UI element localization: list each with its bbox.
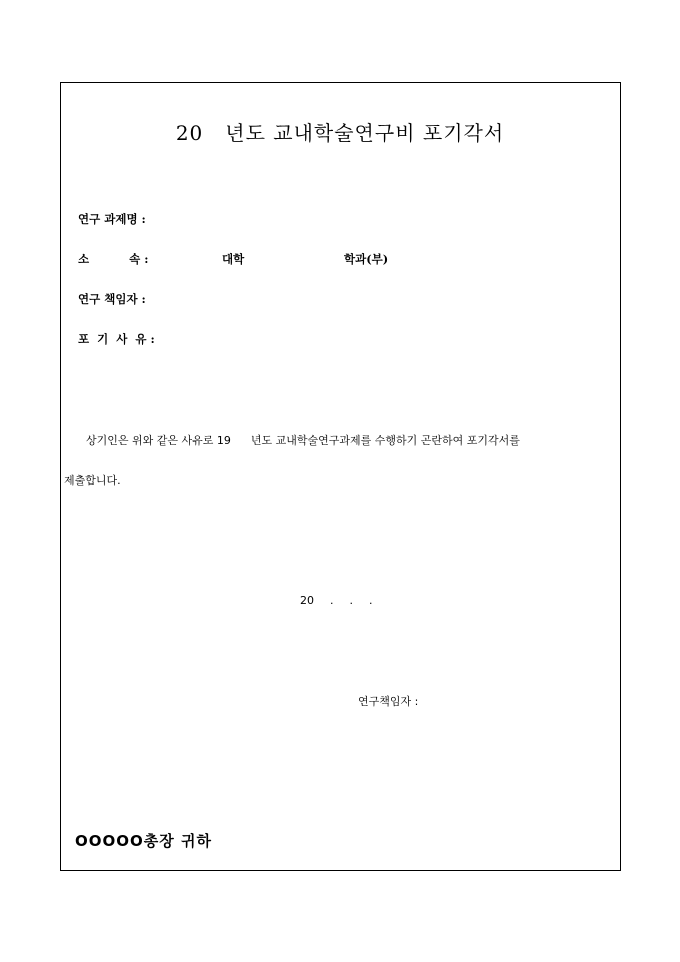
field-reason [78,331,168,347]
date-line [300,594,373,607]
signer-label: 연구책임자 : [358,695,419,708]
document-frame [60,82,621,871]
affiliation-department: 학과(부) [344,252,389,266]
date-year: 20 [300,594,314,607]
field-project-name [78,211,168,227]
statement-line-2: 제출합니다. [64,474,121,487]
document-title [0,117,680,146]
reason-label-1: 포 [78,332,90,346]
field-researcher [78,291,168,307]
date-dot-year: . [330,594,334,607]
title-year: 20 [175,121,204,145]
project-name-label: 연구 과제명 : [78,212,146,226]
statement-line-1-pre: 상기인은 위와 같은 사유로 19 [86,434,231,447]
date-dot-day: . [369,594,373,607]
affiliation-university: 대학 [222,252,245,266]
reason-label [78,331,168,347]
statement-line-1 [86,432,520,448]
reason-label-2: 기 [97,332,109,346]
affiliation-label [78,251,168,267]
researcher-label: 연구 책임자 : [78,292,146,306]
reason-label-3: 사 [116,332,128,346]
affiliation-label-a: 소 [78,252,90,266]
statement-line-1-post: 년도 교내학술연구과제를 수행하기 곤란하여 포기각서를 [250,434,520,447]
title-text: 년도 교내학술연구비 포기각서 [225,121,505,145]
reason-label-4: 유 : [135,332,155,346]
addressee: OOOOO총장 귀하 [75,832,212,850]
field-affiliation [78,251,168,267]
affiliation-label-b: 속 : [129,252,149,266]
date-dot-month: . [349,594,353,607]
